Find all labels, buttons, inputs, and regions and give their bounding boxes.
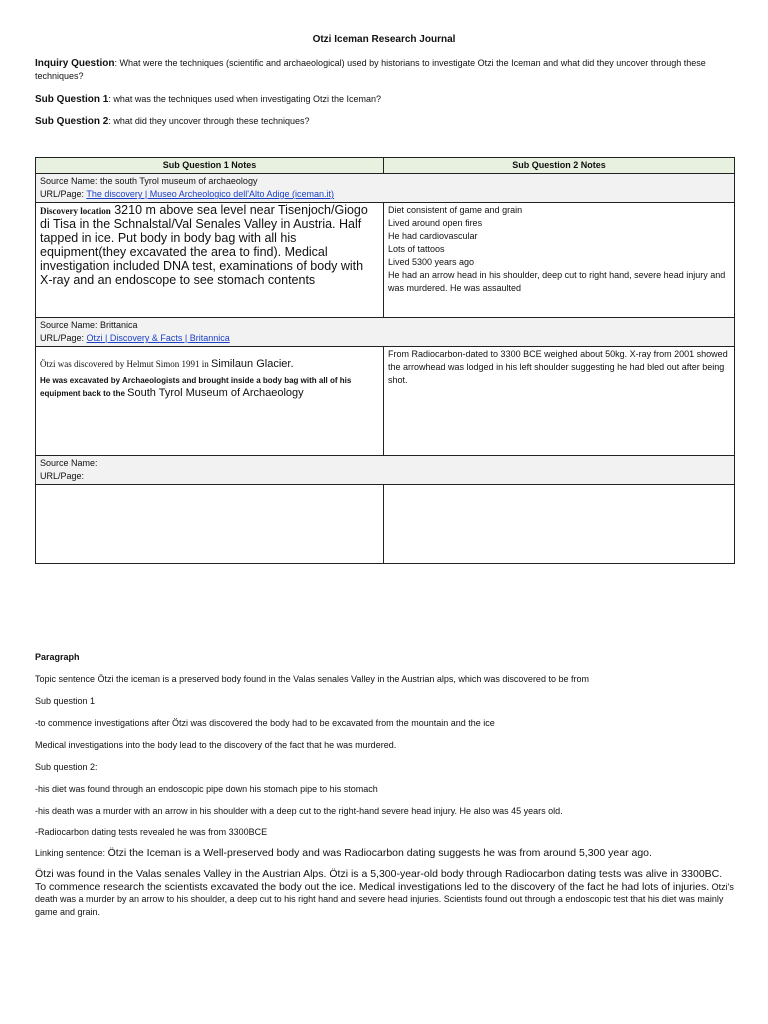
source-1-link[interactable]: The discovery | Museo Archeologico dell'Alto Adige (iceman.it) xyxy=(86,189,335,199)
sub-question-1-label: Sub Question 1 xyxy=(35,94,109,105)
source-1-notes-q1 xyxy=(36,203,384,318)
source-1-info xyxy=(36,174,735,203)
source-2-info xyxy=(36,318,735,347)
sub-question-2-point-c: -Radiocarbon dating tests revealed he was from 3300BCE xyxy=(35,827,268,837)
museum-text: South Tyrol Museum of Archaeology xyxy=(127,387,304,399)
topic-sentence: Topic sentence Ötzi the iceman is a preserved body found in the Valas senales Valley in the Austrian alps, which was discovered to be from xyxy=(35,674,589,684)
list-item: Lots of tattoos xyxy=(388,244,445,254)
source-1-notes-q1-text: 3210 m above sea level near Tisenjoch/Giogo di Tisa in the Schnalstal/Val Senales Valley in Austria. Half tapped in ice. Put body in body bag with all his equipment(they excavated the area to find). Medical investigation included DNA test, examinations of body with X-ray and an endoscope to see stomach contents xyxy=(40,203,368,287)
source-3-row xyxy=(36,456,735,485)
sub-question-2-heading: Sub question 2: xyxy=(35,762,98,772)
source-1-notes-q2 xyxy=(384,203,735,318)
linking-label: Linking sentence: xyxy=(35,848,108,858)
source-2-link[interactable]: Otzi | Discovery & Facts | Britannica xyxy=(86,333,230,343)
source-2-notes-row xyxy=(36,347,735,456)
source-3-name: Source Name: xyxy=(40,458,98,468)
sub-question-1-point-a: -to commence investigations after Ötzi was discovered the body had to be excavated from the mountain and the ice xyxy=(35,718,495,728)
sub-question-1 xyxy=(35,93,735,106)
list-item: Lived 5300 years ago xyxy=(388,257,475,267)
header-sub-question-1-notes: Sub Question 1 Notes xyxy=(36,158,384,174)
source-1-row xyxy=(36,174,735,203)
list-item: Lived around open fires xyxy=(388,218,483,228)
table-header-row xyxy=(36,158,735,174)
list-item: He had cardiovascular xyxy=(388,231,478,241)
sub-question-1-point-b: Medical investigations into the body lead to the discovery of the fact that he was murdered. xyxy=(35,740,397,750)
source-1-notes-row xyxy=(36,203,735,318)
excavation-text: He was excavated by Archaeologists and brought inside a body bag with all of his equipment back to the xyxy=(40,376,352,398)
discovery-location-label: Discovery location xyxy=(40,206,111,216)
sub-question-2 xyxy=(35,115,735,128)
list-item: Diet consistent of game and grain xyxy=(388,205,523,215)
glacier-text: Similaun Glacier. xyxy=(210,358,294,370)
list-item: He had an arrow head in his shoulder, deep cut to right hand, severe head injury and was murdered. He was assaulted xyxy=(388,270,726,293)
source-2-url xyxy=(40,332,730,345)
source-2-name: Source Name: Brittanica xyxy=(40,320,138,330)
sub-question-1-heading: Sub question 1 xyxy=(35,696,96,706)
inquiry-question xyxy=(35,57,735,83)
source-2-note-q2-text: From Radiocarbon-dated to 3300 BCE weighed about 50kg. X-ray from 2001 showed the arrowhead was lodged in his left shoulder suggesting he had bled out after being shot. xyxy=(388,349,728,385)
source-3-notes-row xyxy=(36,485,735,564)
source-2-note-excavation xyxy=(40,374,379,400)
final-paragraph-end: Otzi's death was a murder by an arrow to his shoulder, a deep cut to his right hand and severe head injuries. Scientists found out through a endoscopic test that his diet was mainly game and grain. xyxy=(35,881,734,917)
final-paragraph xyxy=(35,868,735,918)
source-2-notes-q1 xyxy=(36,347,384,456)
source-1-name: Source Name: the south Tyrol museum of archaeology xyxy=(40,176,258,186)
source-3-notes-q1 xyxy=(36,485,384,564)
source-3-url: URL/Page: xyxy=(40,471,85,481)
source-3-notes-q2 xyxy=(384,485,735,564)
header-sub-question-2-notes: Sub Question 2 Notes xyxy=(384,158,735,174)
source-1-url xyxy=(40,188,730,201)
source-1-url-label: URL/Page: xyxy=(40,189,87,199)
journal-title: Otzi Iceman Research Journal xyxy=(312,34,456,45)
sub-question-2-text: : what did they uncover through these techniques? xyxy=(108,116,310,126)
linking-sentence xyxy=(35,847,735,860)
source-3-info xyxy=(36,456,735,485)
final-paragraph-main: Ötzi was found in the Valas senales Valley in the Austrian Alps. Ötzi is a 5,300-year-old body through Radiocarbon dating tests was alive in 3300BC. To commence research the scientists excavated the body out the ice. Medical investigations led to the discovery of the fact he had lots of injuries. xyxy=(35,868,723,893)
source-2-row xyxy=(36,318,735,347)
sub-question-2-point-a: -his diet was found through an endoscopic pipe down his stomach pipe to his stomach xyxy=(35,784,378,794)
paragraph-heading: Paragraph xyxy=(35,652,80,662)
source-2-url-label: URL/Page: xyxy=(40,333,87,343)
discovery-text: Ötzi was discovered by Helmut Simon 1991 in xyxy=(40,359,211,369)
sub-question-2-label: Sub Question 2 xyxy=(35,116,109,127)
sub-question-1-text: : what was the techniques used when investigating Otzi the Iceman? xyxy=(108,94,382,104)
sub-question-2-point-b: -his death was a murder with an arrow in his shoulder with a deep cut to the right-hand severe head injury. He also was 45 years old. xyxy=(35,806,563,816)
inquiry-text: : What were the techniques (scientific and archaeological) used by historians to investigate Otzi the Iceman and what did they uncover through these techniques? xyxy=(35,58,706,81)
linking-text: Ötzi the Iceman is a Well-preserved body and was Radiocarbon dating suggests he was from around 5,300 year ago. xyxy=(107,847,652,859)
notes-table xyxy=(35,157,735,564)
source-2-note-discovery xyxy=(40,358,379,371)
inquiry-label: Inquiry Question xyxy=(35,58,115,69)
source-2-notes-q2 xyxy=(384,347,735,456)
